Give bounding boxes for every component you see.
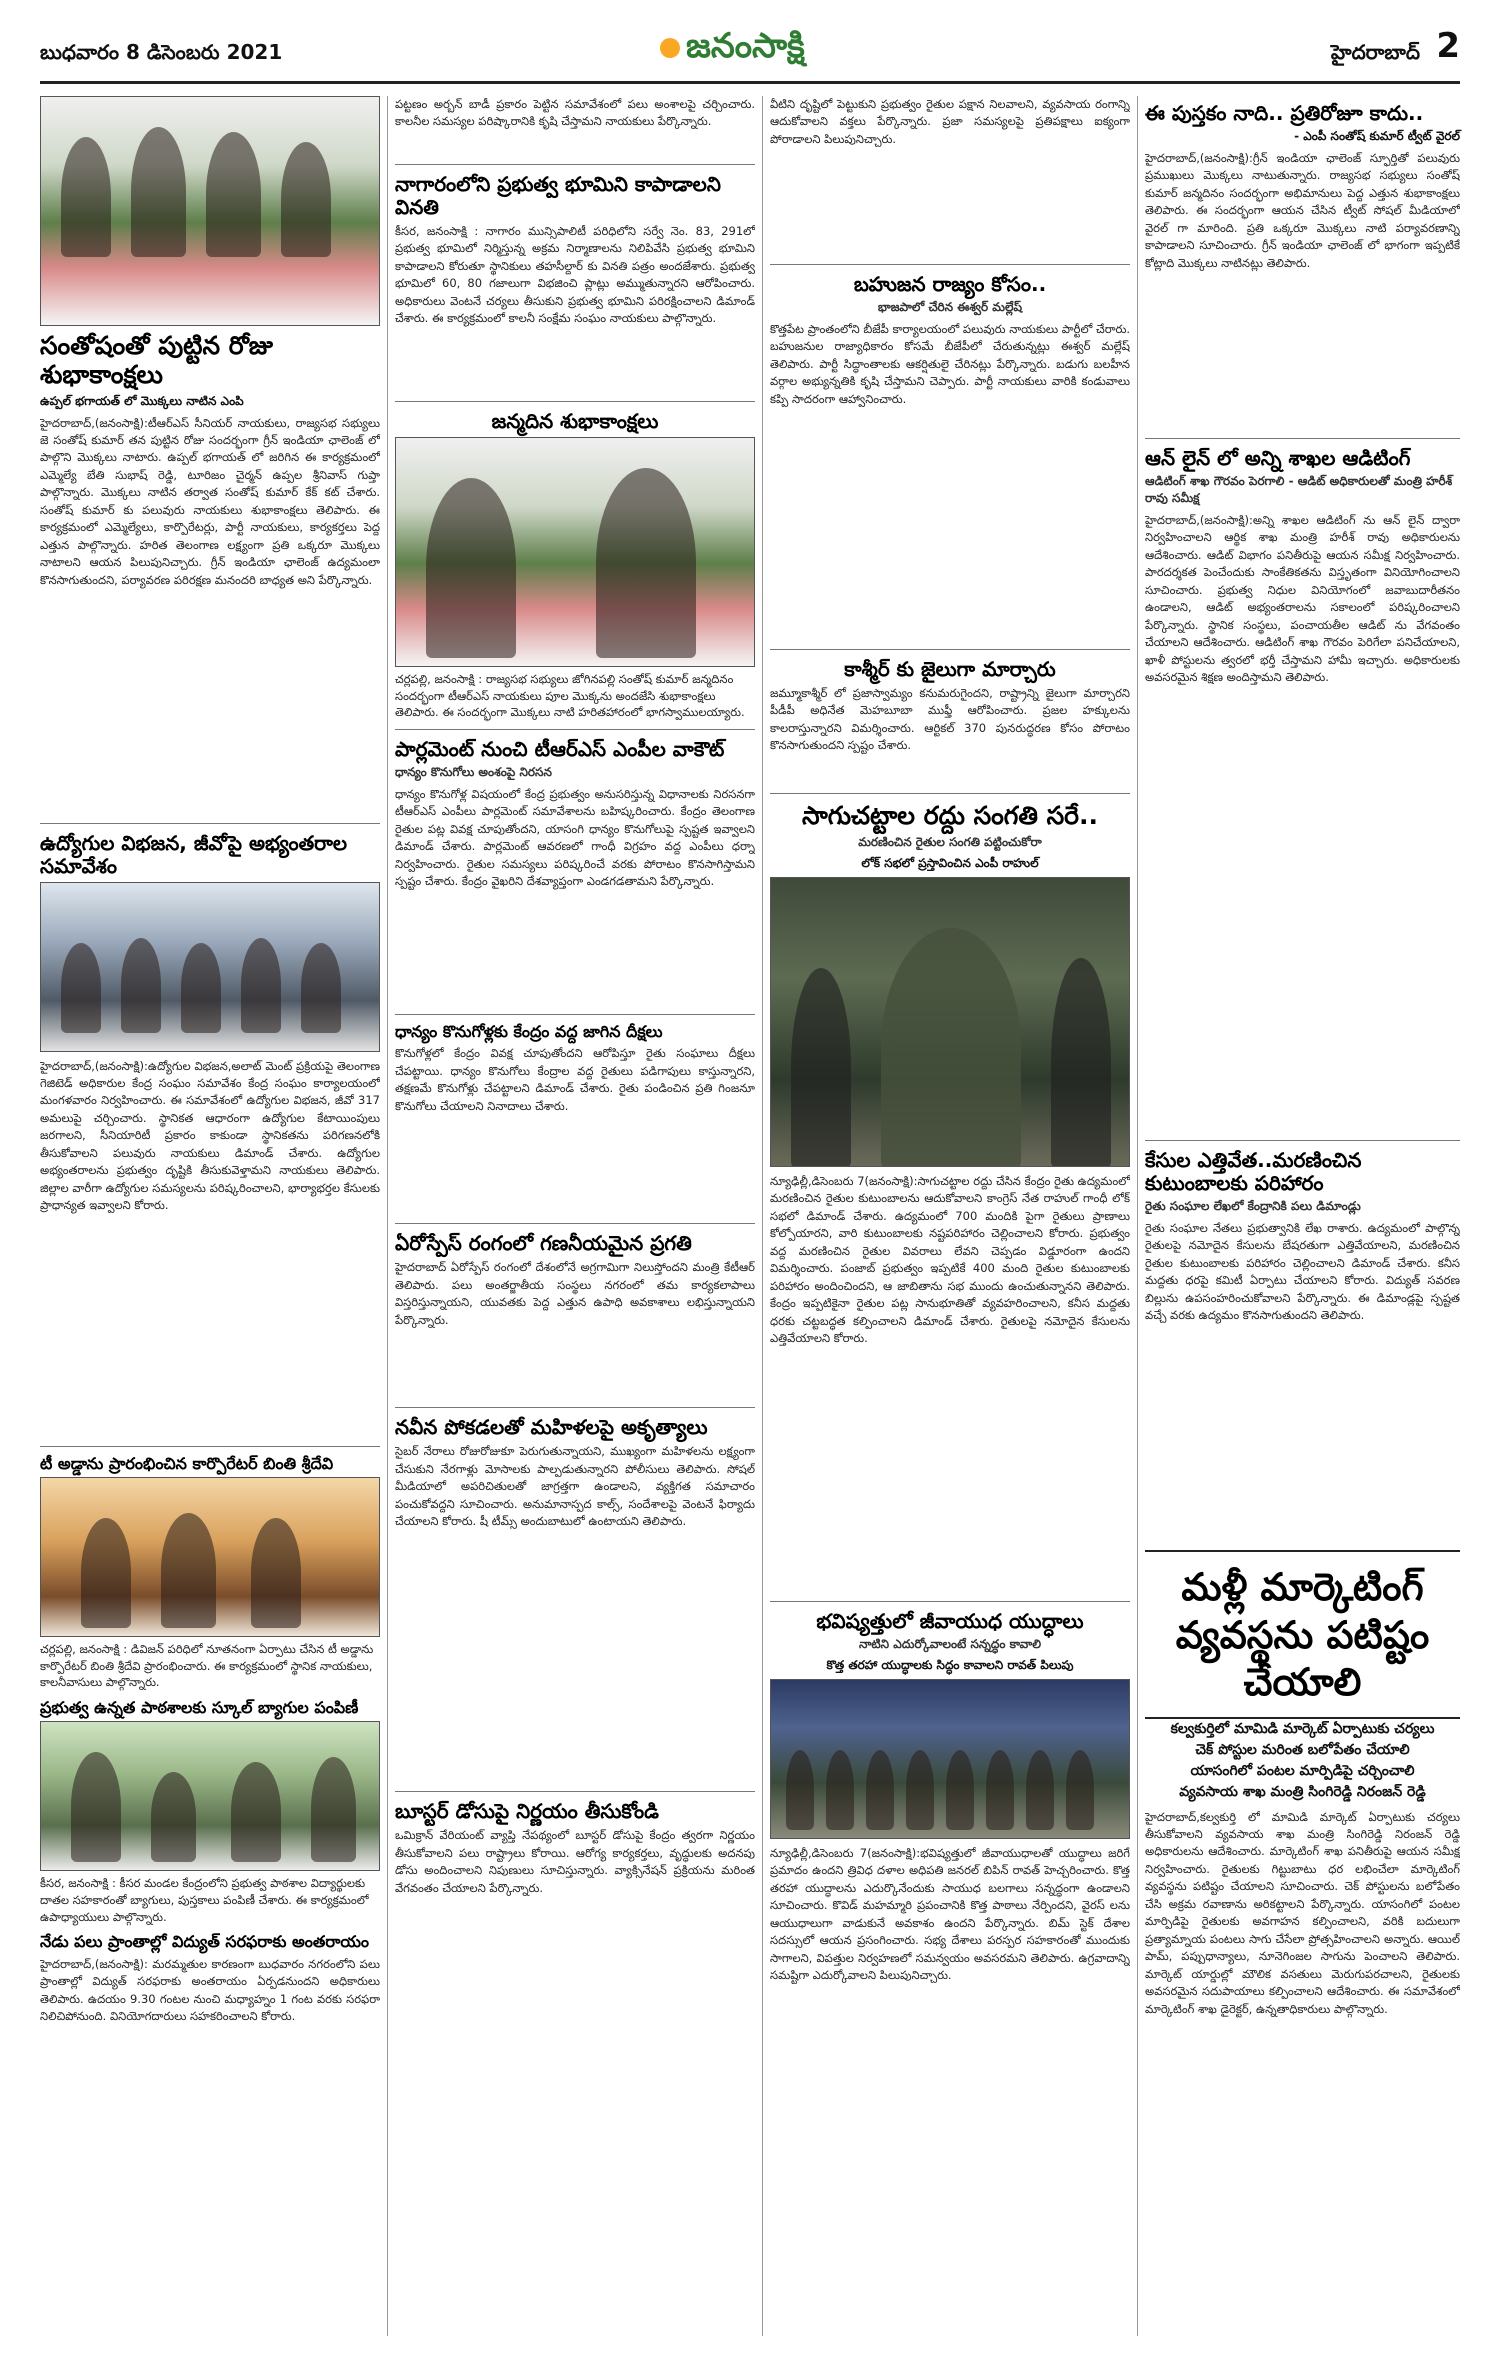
headline: టీ అడ్డాను ప్రారంభించిన కార్పొరేటర్ బింతి శ్రీదేవి [40, 1453, 334, 1473]
headline: ఏరోస్పేస్ రంగంలో గణనీయమైన ప్రగతి [395, 1231, 692, 1256]
article-body: కొత్తపేట ప్రాంతంలోని బీజేపీ కార్యాలయంలో పలువురు నాయకులు పార్టీలో చేరారు. బహుజనుల రాజ్యాధికారం కోసమే బీజేపీలో చేరుతున్నట్లు ఈశ్వర్ మల్లేష్ తెలిపారు. పార్టీ సిద్ధాంతాలకు ఆకర్షితులై చేరినట్లు పేర్కొన్నారు. బడుగు బలహీన వర్గాల అభ్యున్నతికి కృషి చేస్తామని చెప్పారు. పార్టీ నాయకులు వారికి కండువాలు కప్పి సాదరంగా ఆహ్వానించారు. [770, 322, 1130, 406]
subheadline: భాజపాలో చేరిన ఈశ్వర్ మల్లేష్ [877, 300, 1023, 314]
article-body: కొనుగోళ్లలో కేంద్రం వివక్ష చూపుతోందని ఆరోపిస్తూ రైతు సంఘాలు దీక్షలు చేపట్టాయి. ధాన్యం కొనుగోలు కేంద్రాల వద్ద రైతులు పడిగాపులు కాస్తున్నారని, తక్షణమే కొనుగోళ్లు చేపట్టాలని డిమాండ్ చేశారు. రైతు పండించిన ప్రతి గింజనూ కొనుగోలు చేయాలని నినాదాలు చేశారు. [395, 1046, 755, 1113]
article-body: ఒమిక్రాన్ వేరియంట్ వ్యాప్తి నేపథ్యంలో బూస్టర్ డోసుపై కేంద్రం త్వరగా నిర్ణయం తీసుకోవాలని పలు రాష్ట్రాలు కోరాయి. ఆరోగ్య కార్యకర్తలు, వృద్ధులకు అదనపు డోసు అందించాలని నిపుణులు సూచిస్తున్నారు. వ్యాక్సినేషన్ ప్రక్రియను మరింత వేగవంతం చేయాలని పేర్కొన్నారు. [395, 1828, 755, 1895]
byline: లోక్ సభలో ప్రస్తావించిన ఎంపీ రాహుల్ [861, 855, 1039, 870]
headline: ప్రభుత్వ ఉన్నత పాఠశాలకు స్కూల్ బ్యాగుల పంపిణీ [40, 1697, 359, 1717]
headline: సంతోషంతో పుట్టిన రోజు శుభాకాంక్షలు [40, 331, 274, 389]
divider [395, 1407, 755, 1408]
photo-caption: చర్లపల్లి, జనంసాక్షి : డివిజన్ పరిధిలో నూతనంగా ఏర్పాటు చేసిన టీ అడ్డాను కార్పొరేటర్ బింతి శ్రీదేవి ప్రారంభించారు. ఈ కార్యక్రమంలో స్థానిక నాయకులు, కాలనీవాసులు పాల్గొన్నారు. [40, 1641, 374, 1690]
column-divider [1137, 96, 1138, 2336]
article-body: హైదరాబాద్,(జనంసాక్షి):టీఆర్ఎస్ సీనియర్ నాయకులు, రాజ్యసభ సభ్యులు జె సంతోష్ కుమార్ తన పుట్టిన రోజు సందర్భంగా గ్రీన్ ఇండియా ఛాలెంజ్ లో పాల్గొని మొక్కలు నాటారు. ఉప్పల్ భగాయత్ లో జరిగిన ఈ కార్యక్రమంలో ఎమ్మెల్యే బేతి సుభాష్ రెడ్డి, టూరిజం చైర్మన్ ఉప్పల శ్రీనివాస్ గుప్తా పాల్గొన్నారు. మొక్కలు నాటిన తర్వాత సంతోష్ కుమార్ కేక్ కట్ చేశారు. సంతోష్ కుమార్ కు పలువురు నాయకులు శుభాకాంక్షలు తెలిపారు. ఈ కార్యక్రమంలో ఎమ్మెల్యేలు, కార్పొరేటర్లు, పార్టీ నాయకులు, కార్యకర్తలు పెద్ద ఎత్తున పాల్గొన్నారు. హరిత తెలంగాణ లక్ష్యంగా ప్రతి ఒక్కరూ మొక్కలు నాటాలని ఆయన పిలుపునిచ్చారు. గ్రీన్ ఇండియా ఛాలెంజ్ ఉద్యమంలా కొనసాగుతుందని, పర్యావరణ పరిరక్షణ మనందరి బాధ్యత అని పేర్కొన్నారు. [40, 415, 380, 587]
subheadline: మరణించిన రైతుల సంగతి పట్టించుకోరా [858, 834, 1042, 849]
article-body: వీటిని దృష్టిలో పెట్టుకుని ప్రభుత్వం రైతుల పక్షాన నిలవాలని, వ్యవసాయ రంగాన్ని ఆదుకోవాలని వక్తలు పేర్కొన్నారు. ప్రజా సమస్యలపై ప్రతిపక్షాలు ఐక్యంగా పోరాడాలని పిలుపునిచ్చారు. [770, 97, 1130, 146]
column-divider [762, 96, 763, 2336]
issue-date: బుధవారం 8 డిసెంబరు 2021 [40, 40, 283, 64]
headline: ఆన్ లైన్ లో అన్ని శాఖల ఆడిటింగ్ [1145, 446, 1411, 470]
headline: బహుజన రాజ్యం కోసం.. [853, 272, 1047, 296]
sun-icon [660, 38, 680, 58]
divider [770, 1601, 1130, 1602]
subheadline: రైతు సంఘాల లేఖలో కేంద్రానికి పలు డిమాండ్లు [1145, 1199, 1361, 1213]
divider [395, 1791, 755, 1792]
article-body: సైబర్ నేరాలు రోజురోజుకూ పెరుగుతున్నాయని, ముఖ్యంగా మహిళలను లక్ష్యంగా చేసుకుని నేరగాళ్లు మోసాలకు పాల్పడుతున్నారని పోలీసులు తెలిపారు. సోషల్ మీడియాలో అపరిచితులతో జాగ్రత్తగా ఉండాలని, వ్యక్తిగత సమాచారం పంచుకోవద్దని సూచించారు. అనుమానాస్పద కాల్స్, సందేశాలపై వెంటనే ఫిర్యాదు చేయాలని కోరారు. షీ టీమ్స్ అందుబాటులో ఉంటాయని తెలిపారు. [395, 1444, 755, 1529]
headline: పార్లమెంట్ నుంచి టీఆర్ఎస్ ఎంపీల వాకౌట్ [395, 737, 725, 762]
article-body: హైదరాబాద్,కల్వకుర్తి లో మామిడి మార్కెట్ ఏర్పాటుకు చర్యలు తీసుకోవాలని వ్యవసాయ శాఖ మంత్రి సింగిరెడ్డి నిరంజన్ రెడ్డి అధికారులను ఆదేశించారు. మార్కెటింగ్ శాఖ పనితీరుపై ఆయన సమీక్ష నిర్వహించారు. రైతులకు గిట్టుబాటు ధర లభించేలా మార్కెటింగ్ వ్యవస్థను పటిష్టం చేయాలని సూచించారు. చెక్ పోస్టులను బలోపేతం చేసి అక్రమ రవాణాను అరికట్టాలని పేర్కొన్నారు. యాసంగిలో పంటల మార్పిడిపై రైతులకు అవగాహన కల్పించాలని, వరికి బదులుగా ప్రత్యామ్నాయ పంటలు సాగు చేసేలా ప్రోత్సహించాలని అన్నారు. ఆయిల్ పామ్, పప్పుధాన్యాలు, నూనెగింజల సాగును పెంచాలని తెలిపారు. మార్కెట్ యార్డుల్లో మౌలిక వసతులు మెరుగుపరచాలని, రైతులకు అవసరమైన సదుపాయాలు కల్పించాలని ఆదేశించారు. ఈ సమావేశంలో మార్కెటింగ్ శాఖ డైరెక్టర్, ఉన్నతాధికారులు పాల్గొన్నారు. [1145, 1809, 1460, 2016]
headline: ఉద్యోగుల విభజన, జీవోపై అభ్యంతరాల సమావేశం [40, 830, 348, 878]
subheadline: నాటిని ఎదుర్కోవాలంటే సన్నద్ధం కావాలి [858, 1636, 1042, 1651]
headline: ధాన్యం కొనుగోళ్లకు కేంద్రం వద్ద జాగిన దీక్షలు [395, 1022, 663, 1042]
headline: నాగారంలోని ప్రభుత్వ భూమిని కాపాడాలని వినతి [395, 172, 721, 219]
headline: బూస్టర్ డోసుపై నిర్ణయం తీసుకోండి [395, 1799, 659, 1824]
column-1 [40, 96, 380, 2076]
column-divider [387, 96, 388, 2336]
article-body: రైతు సంఘాల నేతలు ప్రభుత్వానికి లేఖ రాశారు. ఉద్యమంలో పాల్గొన్న రైతులపై నమోదైన కేసులను బేషరతుగా ఎత్తివేయాలని, మరణించిన రైతుల కుటుంబాలకు పరిహారం చెల్లించాలని డిమాండ్ చేశారు. కనీస మద్దతు ధరపై కమిటీ ఏర్పాటు చేయాలని కోరారు. విద్యుత్ సవరణ బిల్లును ఉపసంహరించుకోవాలని పేర్కొన్నారు. ఈ డిమాండ్లపై స్పష్టత వచ్చే వరకు ఉద్యమం కొనసాగుతుందని తెలిపారు. [1145, 1221, 1460, 1323]
meeting-photo [40, 882, 380, 1052]
masthead [40, 20, 1460, 84]
divider [770, 649, 1130, 650]
headline: మళ్లీ మార్కెటింగ్ వ్యవస్థను పటిష్టం చేయాలి [1175, 1565, 1430, 1704]
article-body: హైదరాబాద్ ఏరోస్పేస్ రంగంలో దేశంలోనే అగ్రగామిగా నిలుస్తోందని మంత్రి కేటీఆర్ తెలిపారు. పలు అంతర్జాతీయ సంస్థలు నగరంలో తమ కార్యకలాపాలు విస్తరిస్తున్నాయని, యువతకు పెద్ద ఎత్తున ఉపాధి అవకాశాలు లభిస్తున్నాయని పేర్కొన్నారు. [395, 1260, 755, 1327]
newspaper-name: జనంసాక్షి [686, 26, 805, 66]
article-body: న్యూఢిల్లీ,డిసెంబరు 7(జనంసాక్షి):సాగుచట్టాల రద్దు చేసిన కేంద్రం రైతు ఉద్యమంలో మరణించిన రైతుల కుటుంబాలను ఆదుకోవాలని కాంగ్రెస్ నేత రాహుల్ గాంధీ లోక్ సభలో డిమాండ్ చేశారు. ఉద్యమంలో 700 మందికి పైగా రైతులు ప్రాణాలు కోల్పోయారని, వారి కుటుంబాలకు నష్టపరిహారం చెల్లించాలని కోరారు. ప్రభుత్వం వద్ద మరణించిన రైతుల వివరాలు లేవని చెప్పడం విడ్డూరంగా ఉందని విమర్శించారు. పంజాబ్ ప్రభుత్వం ఇప్పటికే 400 మంది రైతుల కుటుంబాలకు పరిహారం అందించిందని, ఆ జాబితాను సభ ముందు ఉంచుతున్నానని తెలిపారు. కేంద్రం ఇప్పటికైనా రైతుల పట్ల సానుభూతితో వ్యవహరించాలని, కనీస మద్దతు ధరకు చట్టబద్ధత కల్పించాలని డిమాండ్ చేశారు. రైతులపై నమోదైన కేసులను ఎత్తివేయాలని కోరారు. [770, 1173, 1130, 1345]
subheadline: కల్వకుర్తిలో మామిడి మార్కెట్ ఏర్పాటుకు చర్యలు [1170, 1720, 1435, 1737]
school-bags-distribution-photo [40, 1721, 380, 1871]
headline: సాగుచట్టాల రద్దు సంగతి సరే.. [801, 801, 1098, 830]
byline: - ఎంపీ సంతోష్ కుమార్ ట్వీట్ వైరల్ [1294, 129, 1460, 143]
column-3 [770, 96, 1130, 2215]
article-body: హైదరాబాద్,(జనంసాక్షి):అన్ని శాఖల ఆడిటింగ్ ను ఆన్ లైన్ ద్వారా నిర్వహించాలని ఆర్థిక శాఖ మంత్రి హరీశ్ రావు అధికారులను ఆదేశించారు. ఆడిట్ విభాగం పనితీరుపై ఆయన సమీక్ష నిర్వహించారు. పారదర్శకత పెంచేందుకు సాంకేతికతను విస్తృతంగా వినియోగించాలని సూచించారు. ప్రభుత్వ నిధుల వినియోగంలో జవాబుదారీతనం ఉండాలని, ఆడిట్ అభ్యంతరాలను సకాలంలో పరిష్కరించాలని పేర్కొన్నారు. స్థానిక సంస్థలు, పంచాయతీల ఆడిట్ ను వేగవంతం చేయాలని ఆదేశించారు. ఆడిటింగ్ శాఖ గౌరవం పెరిగేలా పనిచేయాలని, ఖాళీ పోస్టులను త్వరలో భర్తీ చేస్తామని హామీ ఇచ్చారు. అధికారులకు అవసరమైన శిక్షణ అందిస్తామని తెలిపారు. [1145, 513, 1460, 685]
article-body: ధాన్యం కొనుగోళ్ల విషయంలో కేంద్ర ప్రభుత్వం అనుసరిస్తున్న విధానాలకు నిరసనగా టీఆర్ఎస్ ఎంపీలు పార్లమెంట్ సమావేశాలను బహిష్కరించారు. కేంద్రం తెలంగాణ రైతుల పట్ల వివక్ష చూపుతోందని, యాసంగి ధాన్యం కొనుగోలుపై స్పష్టత ఇవ్వాలని డిమాండ్ చేశారు. పార్లమెంట్ ఆవరణలో గాంధీ విగ్రహం వద్ద ఎంపీలు ధర్నా నిర్వహించారు. రైతుల సమస్యలు పరిష్కరించే వరకు పోరాటం కొనసాగిస్తామని స్పష్టం చేశారు. కేంద్రం వైఖరిని దేశవ్యాప్తంగా ఎండగడతామని పేర్కొన్నారు. [395, 787, 755, 889]
article-body: న్యూఢిల్లీ,డిసెంబరు 7(జనంసాక్షి):భవిష్యత్తులో జీవాయుధాలతో యుద్ధాలు జరిగే ప్రమాదం ఉందని త్రివిధ దళాల అధిపతి జనరల్ బిపిన్ రావత్ హెచ్చరించారు. కొత్త తరహా యుద్ధాలను ఎదుర్కొనేందుకు సాయుధ బలగాలు సన్నద్ధంగా ఉండాలని సూచించారు. కొవిడ్ మహమ్మారి ప్రపంచానికి కొత్త పాఠాలు నేర్పిందని, వైరస్ లను ఆయుధాలుగా వాడుకునే అవకాశం ఉందని పేర్కొన్నారు. బిమ్ స్టెక్ దేశాల సదస్సులో ఆయన ప్రసంగించారు. సభ్య దేశాలు పరస్పర సహకారంతో ముందుకు సాగాలని, విపత్తుల నిర్వహణలో సమన్వయం అవసరమని తెలిపారు. ఉగ్రవాదాన్ని సమష్టిగా ఎదుర్కోవాలని పిలుపునిచ్చారు. [770, 1845, 1130, 1983]
subheadline: వ్యవసాయ శాఖ మంత్రి సింగిరెడ్డి నిరంజన్ రెడ్డి [1179, 1783, 1426, 1800]
byline: ఉప్పల్ భగాయత్ లో మొక్కలు నాటిన ఎంపి [40, 393, 244, 408]
subheadline: చెక్ పోస్టుల మరింత బలోపేతం చేయాలి [1195, 1741, 1410, 1758]
headline: జన్మదిన శుభాకాంక్షలు [491, 409, 659, 433]
article-body: పట్టణం అర్బన్ బాడీ ప్రకారం పెట్టిన సమావేశంలో పలు అంశాలపై చర్చించారు. కాలనీల సమస్యల పరిష్కారానికి కృషి చేస్తామని నాయకులు పేర్కొన్నారు. [395, 97, 755, 129]
edition-city: హైదరాబాద్ [1330, 40, 1420, 64]
divider [1145, 438, 1460, 439]
military-group-photo [770, 1679, 1130, 1839]
headline: ఈ పుస్తకం నాది.. ప్రతిరోజూ కాదు.. [1145, 101, 1424, 125]
headline: భవిష్యత్తులో జీవాయుధ యుద్ధాలు [816, 1608, 1084, 1633]
divider [395, 1223, 755, 1224]
photo-caption: చర్లపల్లి, జనంసాక్షి : రాజ్యసభ సభ్యులు జోగినపల్లి సంతోష్ కుమార్ జన్మదినం సందర్భంగా టీఆర్ఎస్ నాయకులు పూల మొక్కను అందజేసి శుభాకాంక్షలు తెలిపారు. ఈ సందర్భంగా మొక్కలు నాటి హరితహారంలో భాగస్వాములయ్యారు. [395, 672, 745, 720]
tea-stall-inauguration-photo [40, 1477, 380, 1637]
headline: కాశ్మీర్ కు జైలుగా మార్చారు [844, 657, 1056, 681]
column-4 [1145, 96, 1460, 2309]
byline: కొత్త తరహా యుద్ధాలకు సిద్ధం కావాలని రావత్ పిలుపు [826, 1657, 1074, 1672]
column-2 [395, 96, 755, 2017]
article-body: హైదరాబాద్,(జనంసాక్షి):ఉద్యోగుల విభజన,అలాట్ మెంట్ ప్రక్రియపై తెలంగాణ గెజిటెడ్ అధికారుల కేంద్ర సంఘం సమావేశం కేంద్ర సంఘం కార్యాలయంలో మంగళవారం నిర్వహించారు. ఈ సమావేశంలో ఉద్యోగుల విభజన, జీవో 317 అమలుపై చర్చించారు. స్థానికత ఆధారంగా ఉద్యోగుల కేటాయింపులు జరగాలని, సీనియారిటీ ప్రకారం కాకుండా స్థానికతను పరిగణనలోకి తీసుకోవాలని పలువురు నాయకులు డిమాండ్ చేశారు. ఉద్యోగుల అభ్యంతరాలను ప్రభుత్వం దృష్టికి తీసుకువెళ్తామని నాయకులు తెలిపారు. జిల్లాల వారీగా ఉద్యోగుల సమస్యలను పరిష్కరించాలని, భార్యాభర్తల కేసులకు ప్రాధాన్యత ఇవ్వాలని కోరారు. [40, 1058, 380, 1213]
page-number: 2 [1436, 26, 1460, 66]
divider [1145, 1140, 1460, 1141]
divider [395, 1014, 755, 1015]
birthday-celebration-photo [40, 96, 380, 326]
newspaper-logo [660, 26, 805, 74]
photo-caption: కీసర, జనంసాక్షి : కీసర మండల కేంద్రంలోని ప్రభుత్వ పాఠశాల విద్యార్థులకు దాతల సహకారంతో బ్యాగులు, పుస్తకాలు పంపిణీ చేశారు. ఈ కార్యక్రమంలో ఉపాధ్యాయులు పాల్గొన్నారు. [40, 1876, 369, 1924]
article-body: హైదరాబాద్,(జనంసాక్షి): మరమ్మతుల కారణంగా బుధవారం నగరంలోని పలు ప్రాంతాల్లో విద్యుత్ సరఫరాకు అంతరాయం ఏర్పడనుందని అధికారులు తెలిపారు. ఉదయం 9.30 గంటల నుంచి మధ్యాహ్నం 1 గంట వరకు సరఫరా నిలిచిపోనుంది. వినియోగదారులు సహకరించాలని కోరారు. [40, 1956, 380, 2024]
headline-box [1145, 1550, 1460, 1719]
subheadline: యాసంగిలో పంటల మార్పిడిపై చర్చించాలి [1190, 1762, 1415, 1779]
divider [395, 401, 755, 402]
headline: కేసుల ఎత్తివేత..మరణించిన కుటుంబాలకు పరిహారం [1145, 1148, 1362, 1195]
divider [40, 823, 380, 824]
subheadline: ఆడిటింగ్ శాఖ గౌరవం పెరగాలి - ఆడిట్ అధికారులతో మంత్రి హరీశ్ రావు సమీక్ష [1145, 474, 1453, 505]
greeting-with-plant-photo [395, 437, 755, 667]
article-body: జమ్మూకాశ్మీర్ లో ప్రజాస్వామ్యం కనుమరుగైందని, రాష్ట్రాన్ని జైలుగా మార్చారని పీడీపీ అధినేత మెహబూబా ముఫ్తీ ఆరోపించారు. ప్రజల హక్కులను కాలరాస్తున్నారని విమర్శించారు. ఆర్టికల్ 370 పునరుద్ధరణ కోసం పోరాటం కొనసాగుతుందని స్పష్టం చేశారు. [770, 686, 1130, 753]
parliament-speaker-photo [770, 877, 1130, 1167]
article-body: కీసర, జనంసాక్షి : నాగారం మున్సిపాలిటీ పరిధిలోని సర్వే నెం. 83, 291లో ప్రభుత్వ భూమిలో నిర్మిస్తున్న అక్రమ నిర్మాణాలను నిలిపివేసి ప్రభుత్వ భూమిని కాపాడాలని కోరుతూ స్థానికులు తహసీల్దార్ కు వినతి పత్రం అందజేశారు. ప్రభుత్వ భూమిలో 60, 80 గజాలుగా విభజించి ప్లాట్లు అమ్ముతున్నారని ఆరోపించారు. అధికారులు వెంటనే చర్యలు తీసుకుని ప్రభుత్వ భూమిని పరిరక్షించాలని డిమాండ్ చేశారు. ఈ కార్యక్రమంలో కాలనీ సంక్షేమ సంఘం నాయకులు పాల్గొన్నారు. [395, 224, 755, 326]
divider [770, 793, 1130, 794]
article-body: హైదరాబాద్,(జనంసాక్షి):గ్రీన్ ఇండియా ఛాలెంజ్ స్ఫూర్తితో పలువురు ప్రముఖులు మొక్కలు నాటుతున్నారు. రాజ్యసభ సభ్యులు సంతోష్ కుమార్ జన్మదినం సందర్భంగా అభిమానులు పెద్ద ఎత్తున శుభాకాంక్షలు తెలిపారు. ఈ సందర్భంగా ఆయన చేసిన ట్వీట్ సోషల్ మీడియాలో వైరల్ గా మారింది. ప్రతి ఒక్కరూ మొక్కలు నాటి పర్యావరణాన్ని కాపాడాలని సూచించారు. గ్రీన్ ఇండియా ఛాలెంజ్ లో భాగంగా ఇప్పటికే కోట్లాది మొక్కలు నాటినట్లు తెలిపారు. [1145, 151, 1460, 270]
subheadline: ధాన్యం కొనుగోలు అంశంపై నిరసన [395, 765, 552, 780]
divider [770, 264, 1130, 265]
divider [395, 164, 755, 165]
divider [395, 729, 755, 730]
headline: నవీన పోకడలతో మహిళలపై అకృత్యాలు [395, 1415, 708, 1440]
headline: నేడు పలు ప్రాంతాల్లో విద్యుత్ సరఫరాకు అంతరాయం [40, 1932, 370, 1952]
divider [40, 1446, 380, 1447]
